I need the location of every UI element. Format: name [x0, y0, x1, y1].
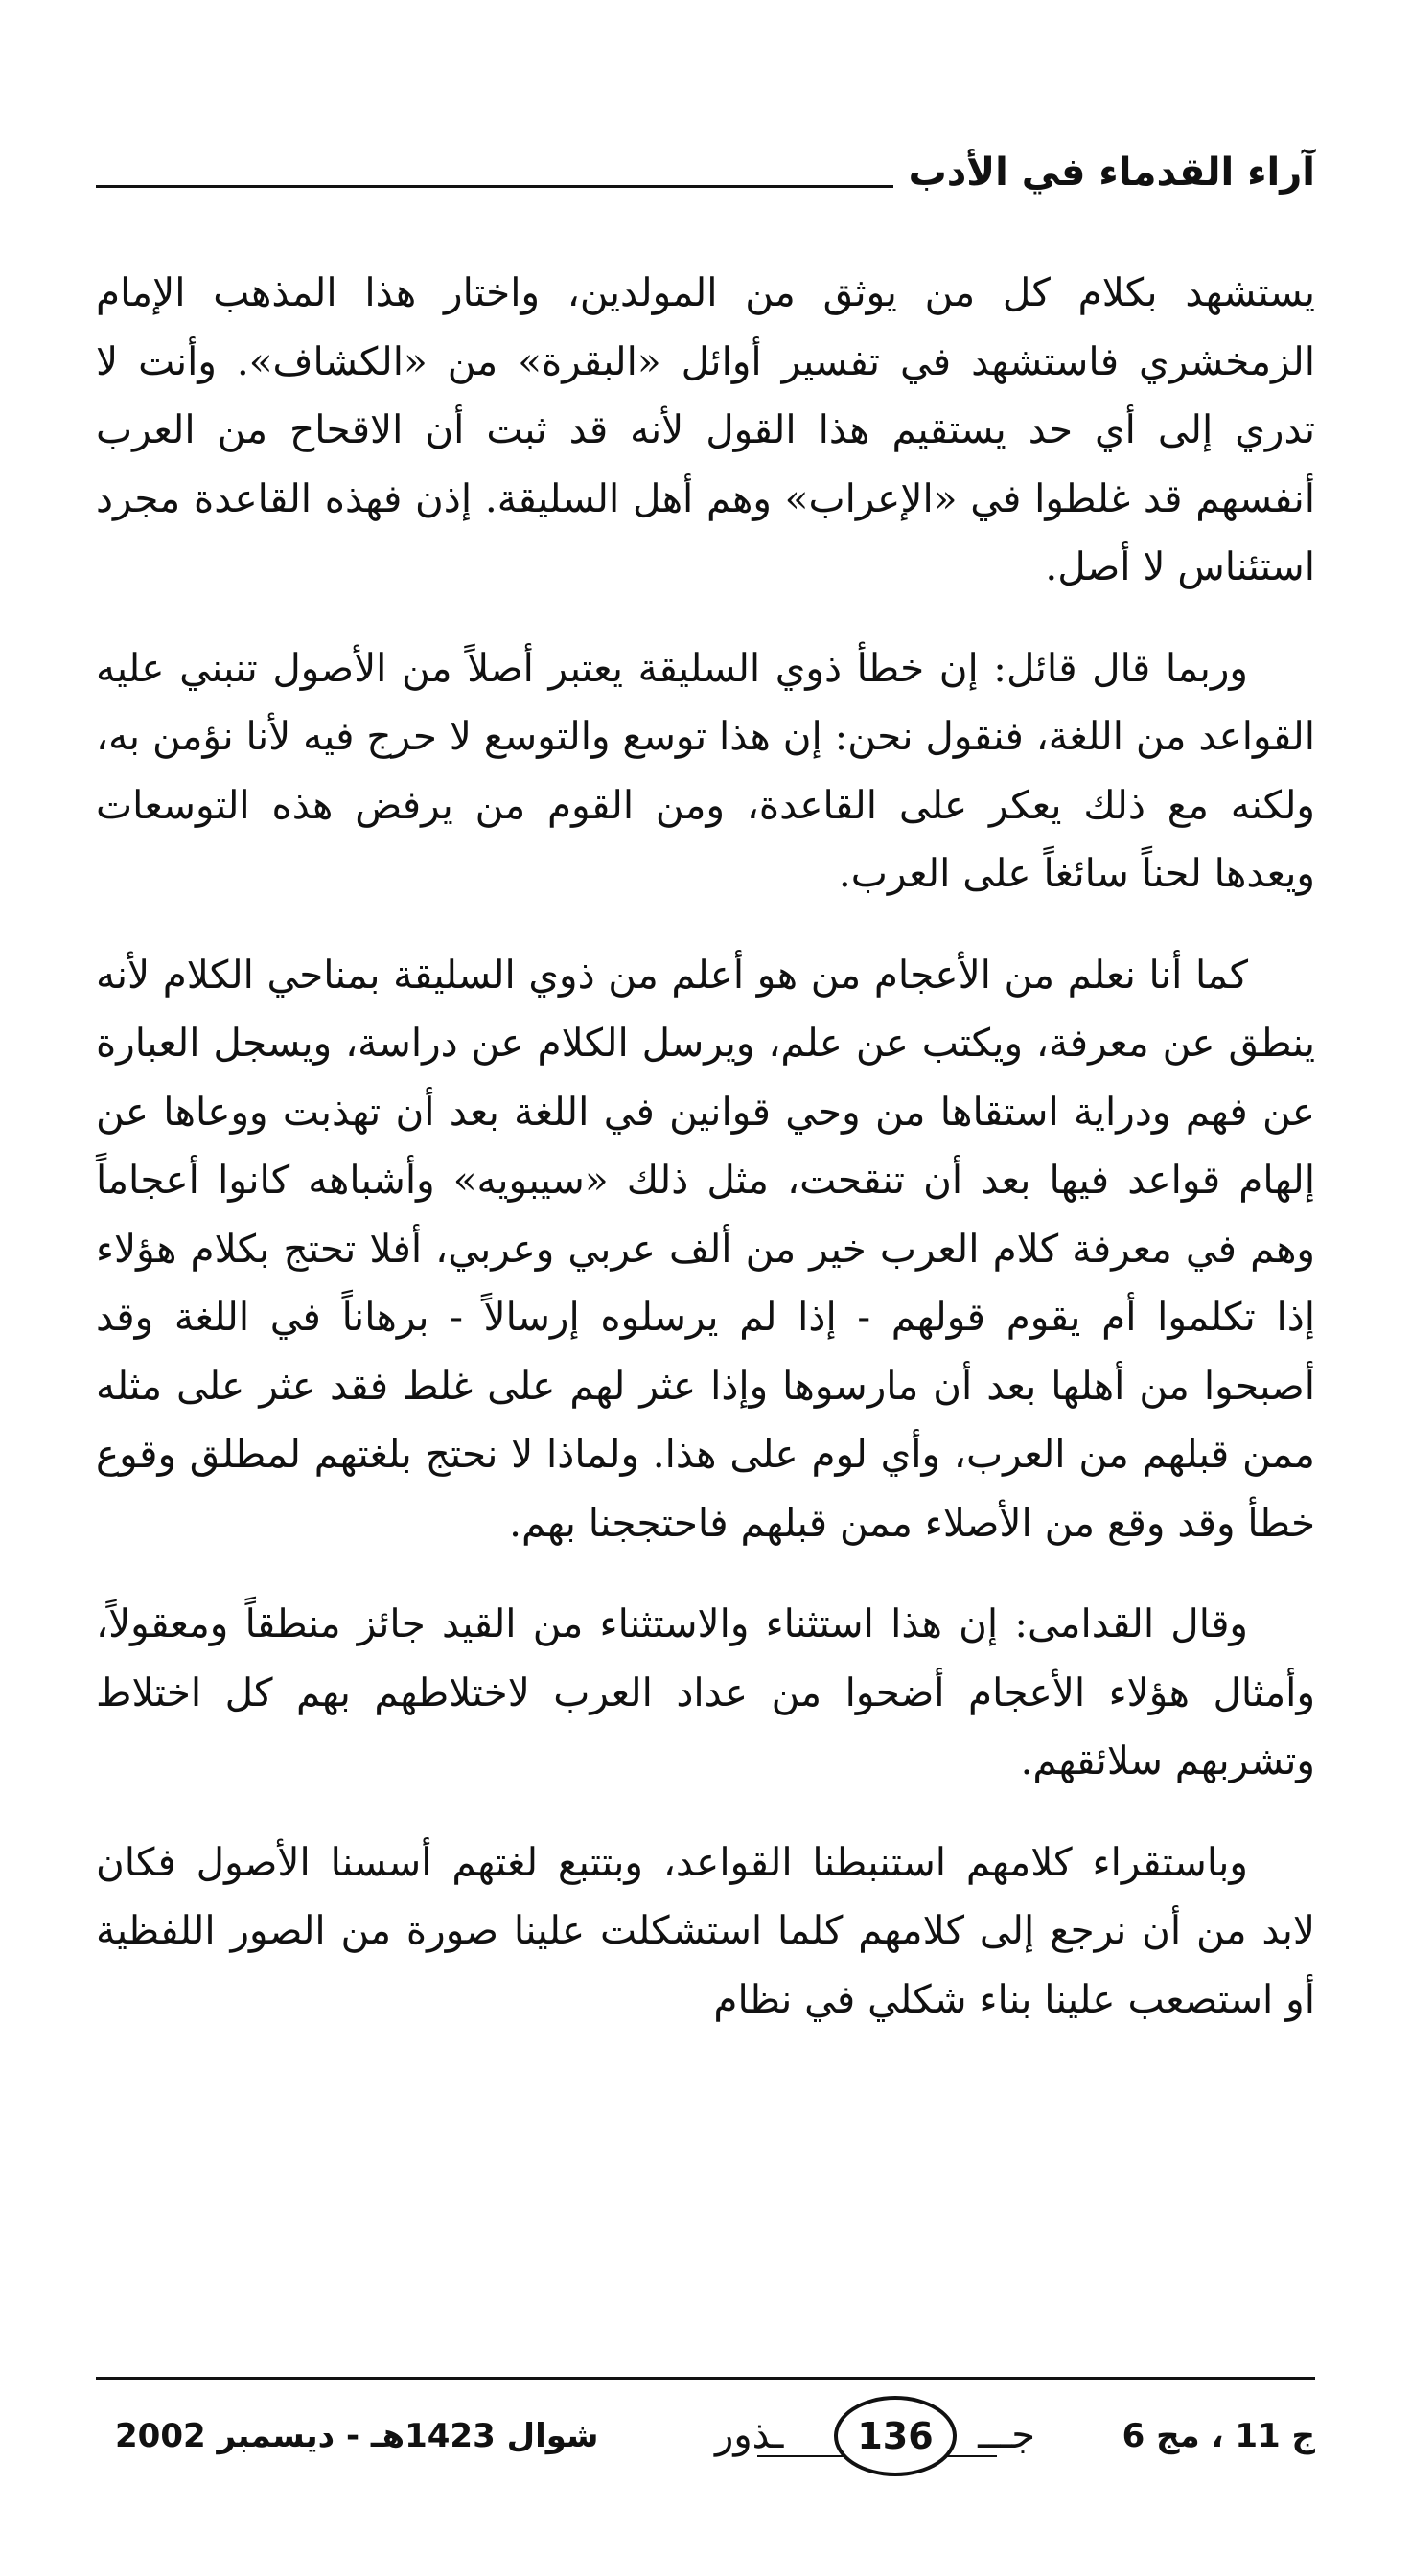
body-text — [96, 259, 1315, 2066]
running-header — [96, 134, 1315, 195]
journal-mark — [700, 2388, 1064, 2484]
paragraph: وباستقراء كلامهم استنبطنا القواعد، وبتتبع لغتهم أسسنا الأصول فكان لابد من أن نرجع إلى كلامهم كلما استشكلت علينا صورة من الصور اللفظية أو استصعب علينا بناء شكلي في نظام — [96, 1838, 1315, 2022]
page-footer — [96, 2388, 1315, 2494]
paragraph: وربما قال قائل: إن خطأ ذوي السليقة يعتبر أصلاً من الأصول تنبني عليه القواعد من اللغة، فنقول نحن: إن هذا توسع والتوسع لا حرج فيه لأنا نؤمن به، ولكنه مع ذلك يعكر على القاعدة، ومن القوم من يرفض هذه التوسعات ويعدها لحناً سائغاً على العرب. — [96, 644, 1315, 896]
header-rule — [96, 185, 893, 188]
running-title: آراء القدماء في الأدب — [908, 150, 1315, 195]
paragraph: يستشهد بكلام كل من يوثق من المولدين، واختار هذا المذهب الإمام الزمخشري فاستشهد في تفسير أوائل «البقرة» من «الكشاف». وأنت لا تدري إلى أي حد يستقيم هذا القول لأنه قد ثبت أن الاقحاح من العرب أنفسهم قد غلطوا في «الإعراب» وهم أهل السليقة. إذن فهذه القاعدة مجرد استئناس لا أصل. — [96, 269, 1315, 589]
paragraph: وقال القدامى: إن هذا استثناء والاستثناء من القيد جائز منطقاً ومعقولاً، وأمثال هؤلاء الأعجام أضحوا من عداد العرب لاختلاطهم بهم كل اختلاط وتشربهم سلائقهم. — [96, 1600, 1315, 1783]
issue-date: شوال 1423هـ - ديسمبر 2002 — [115, 2417, 599, 2455]
journal-name-start: جـــ — [978, 2413, 1035, 2457]
footer-rule — [96, 2377, 1315, 2380]
issue-label: ج 11 ، مج 6 — [1122, 2417, 1315, 2455]
journal-name-end: ـذور — [715, 2413, 784, 2457]
paragraph: كما أنا نعلم من الأعجام من هو أعلم من ذوي السليقة بمناحي الكلام لأنه ينطق عن معرفة، ويكتب عن علم، ويرسل الكلام عن دراسة، ويسجل العبارة عن فهم ودراية استقاها من وحي قوانين في اللغة بعد أن تهذبت ووعاها عن إلهام قواعد فيها بعد أن تنقحت، مثل ذلك «سيبويه» وأشباهه كانوا أعجاماً وهم في معرفة كلام العرب خير من ألف عربي وعربي، أفلا تحتج بكلام هؤلاء إذا تكلموا أم يقوم قولهم - إذا لم يرسلوه إرسالاً - برهاناً في اللغة وقد أصبحوا من أهلها بعد أن مارسوها وإذا عثر لهم على غلط فقد عثر على مثله ممن قبلهم من العرب، وأي لوم على هذا. ولماذا لا نحتج بلغتهم لمطلق وقوع خطأ وقد وقع من الأصلاء ممن قبلهم فاحتججنا بهم. — [96, 951, 1315, 1546]
page-number: 136 — [834, 2396, 957, 2476]
